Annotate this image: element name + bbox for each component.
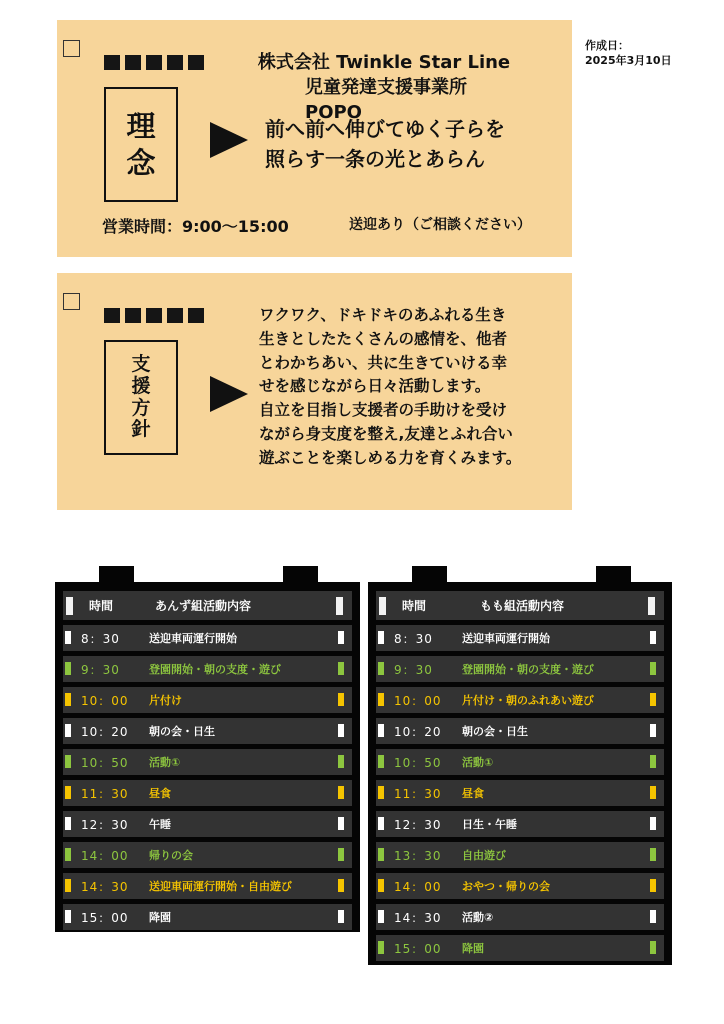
row-marker [338,724,344,737]
row-marker [650,693,656,706]
row-activity: 送迎車両運行開始 [462,632,550,645]
row-marker [378,941,384,954]
row-activity: 自由遊び [462,849,506,862]
row-marker [378,848,384,861]
row-marker [378,693,384,706]
row-marker [650,817,656,830]
row-marker [650,662,656,675]
schedule-row [376,780,664,806]
row-activity: 片付け [149,694,182,707]
policy-line: とわかちあい、共に生きていける幸 [259,353,508,372]
schedule-row [63,780,352,806]
redacted-blocks [104,308,204,323]
schedule-rows [376,625,664,961]
schedule-row [63,625,352,651]
row-activity: 片付け・朝のふれあい遊び [462,694,594,707]
schedule-row [376,935,664,961]
schedule-board-momo [368,582,672,965]
schedule-row [63,656,352,682]
row-marker [338,662,344,675]
schedule-row [63,842,352,868]
row-marker [65,724,71,737]
row-marker [650,941,656,954]
row-marker [378,724,384,737]
redacted-blocks [104,55,204,70]
kanji-char: 理 [126,109,156,144]
row-marker [378,786,384,799]
row-marker [65,817,71,830]
schedule-row [376,718,664,744]
creation-date-label: 作成日： [585,39,629,52]
policy-text [259,304,569,471]
row-time: 10：00 [81,693,129,708]
row-time: 8：30 [81,631,120,646]
row-marker [65,631,71,644]
row-time: 14：00 [394,879,442,894]
row-marker [65,786,71,799]
row-marker [338,910,344,923]
row-marker [650,786,656,799]
row-time: 12：30 [81,817,129,832]
row-time: 12：30 [394,817,442,832]
row-activity: 登園開始・朝の支度・遊び [462,663,594,676]
row-marker [378,879,384,892]
schedule-row [63,904,352,930]
board-mount [596,566,631,584]
arrow-right-icon [210,122,248,158]
row-time: 15：00 [394,941,442,956]
row-marker [650,879,656,892]
schedule-row [63,873,352,899]
row-activity: 活動① [149,756,181,769]
row-marker [338,786,344,799]
pickup-note: 送迎あり（ご相談ください） [349,217,531,233]
philosophy-title-box [104,87,178,202]
row-marker [338,693,344,706]
board-mount [283,566,318,584]
schedule-row [376,811,664,837]
header-marker [648,597,655,615]
row-marker [378,631,384,644]
row-time: 8：30 [394,631,433,646]
row-marker [65,662,71,675]
arrow-right-icon [210,376,248,412]
company-name: 株式会社 Twinkle Star Line [257,52,511,73]
row-activity: 降園 [149,911,171,924]
row-time: 10：20 [81,724,129,739]
row-time: 14：30 [394,910,442,925]
kanji-char: 針 [131,418,151,441]
row-time: 14：00 [81,848,129,863]
row-activity: おやつ・帰りの会 [462,880,550,893]
row-marker [338,879,344,892]
row-activity: 送迎車両運行開始 [149,632,237,645]
board-mount [99,566,134,584]
schedule-row [376,749,664,775]
schedule-row [376,625,664,651]
row-time: 10：20 [394,724,442,739]
row-activity: 朝の会・日生 [462,725,528,738]
row-activity: 降園 [462,942,484,955]
schedule-row [376,656,664,682]
row-time: 10：50 [394,755,442,770]
row-activity: 活動① [462,756,494,769]
policy-title-box [104,340,178,455]
policy-line: せを感じながら日々活動します。 [259,377,491,396]
motto-line: 前へ前へ伸びてゆく子らを [265,117,505,141]
row-marker [650,910,656,923]
row-time: 10：50 [81,755,129,770]
board-mount [412,566,447,584]
time-header: 時間 [402,599,427,613]
schedule-board-anzu [55,582,360,932]
policy-line: ワクワク、ドキドキのあふれる生き [259,306,507,324]
row-activity: 活動② [462,911,494,924]
row-time: 13：30 [394,848,442,863]
motto [265,114,505,174]
header-marker [379,597,386,615]
schedule-row [63,718,352,744]
row-marker [65,910,71,923]
row-marker [338,755,344,768]
motto-line: 照らす一条の光とあらん [265,147,485,171]
row-marker [378,755,384,768]
row-marker [378,910,384,923]
philosophy-panel [57,20,572,257]
row-time: 9：30 [81,662,120,677]
board-header [63,591,352,620]
creation-date-value: 2025年3月10日 [585,54,672,67]
row-marker [65,755,71,768]
row-time: 11：30 [394,786,442,801]
office-name: 児童発達支援事業所POPO [305,77,467,123]
board-title: もも組活動内容 [480,599,565,613]
board-title: あんず組活動内容 [155,599,252,613]
row-time: 15：00 [81,910,129,925]
kanji-char: 援 [131,374,151,397]
kanji-char: 方 [131,396,151,419]
schedule-row [376,904,664,930]
policy-panel [57,273,572,510]
board-header [376,591,664,620]
row-marker [338,848,344,861]
row-marker [650,755,656,768]
schedule-row [63,687,352,713]
row-marker [338,631,344,644]
business-hours: 営業時間：9:00～15:00 [102,217,289,236]
schedule-row [63,749,352,775]
time-header: 時間 [89,599,114,613]
row-marker [650,848,656,861]
policy-line: 遊ぶことを楽しめる力を育くみます。 [259,448,522,467]
schedule-row [376,873,664,899]
row-time: 11：30 [81,786,129,801]
row-marker [650,631,656,644]
schedule-row [63,811,352,837]
policy-line: 生きとしたたくさんの感情を、他者 [259,329,508,348]
row-marker [378,662,384,675]
schedule-row [376,687,664,713]
row-activity: 送迎車両運行開始・自由遊び [149,880,292,893]
kanji-char: 念 [126,145,156,180]
schedule-rows [63,625,352,930]
checkbox[interactable] [63,293,80,310]
schedule-row [376,842,664,868]
row-marker [65,879,71,892]
row-marker [378,817,384,830]
row-activity: 登園開始・朝の支度・遊び [149,663,281,676]
header-marker [336,597,343,615]
row-activity: 昼食 [149,787,171,800]
creation-date [585,38,672,68]
row-activity: 朝の会・日生 [149,725,215,738]
row-activity: 午睡 [149,818,171,831]
policy-line: ながら身支度を整え,友達とふれ合い [259,424,513,443]
header-marker [66,597,73,615]
row-time: 10：00 [394,693,442,708]
policy-line: 自立を目指し支援者の手助けを受け [259,401,508,420]
kanji-char: 支 [131,352,151,375]
row-time: 9：30 [394,662,433,677]
row-activity: 日生・午睡 [462,818,517,831]
row-marker [650,724,656,737]
row-marker [65,693,71,706]
checkbox[interactable] [63,40,80,57]
row-activity: 昼食 [462,787,484,800]
row-marker [338,817,344,830]
row-marker [65,848,71,861]
row-time: 14：30 [81,879,129,894]
row-activity: 帰りの会 [149,849,193,862]
